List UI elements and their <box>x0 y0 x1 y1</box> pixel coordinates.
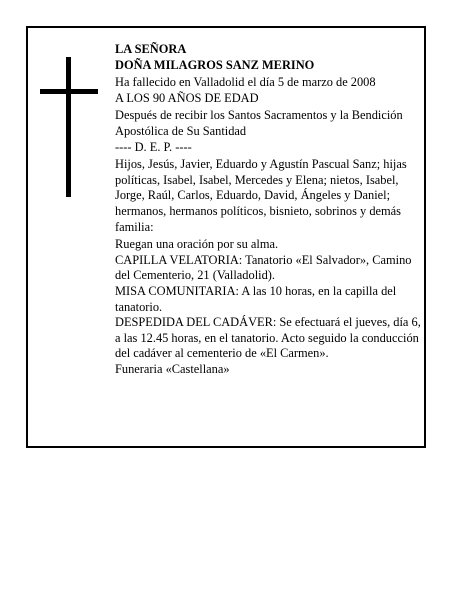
misa-comunitaria: MISA COMUNITARIA: A las 10 horas, en la capilla del tanatorio. <box>115 283 397 314</box>
cross-horizontal-bar <box>40 89 98 94</box>
death-statement: Ha fallecido en Valladolid el día 5 de marzo de 2008 <box>115 75 376 90</box>
cross-vertical-bar <box>66 57 71 197</box>
latin-cross-icon <box>40 57 98 197</box>
dep-line: ---- D. E. P. ---- <box>115 139 192 154</box>
age-statement: A LOS 90 AÑOS DE EDAD <box>115 90 259 105</box>
family-list: Hijos, Jesús, Javier, Eduardo y Agustín Pascual Sanz; hijas políticas, Isabel, Isabel, Mercedes y Elena; nietos, Isabel, Jorge, Raúl, Carlos, Eduardo, David, Ángeles y Daniel; hermanos, hermanos políticos, bisnieto, sobrinos y demás familia: <box>115 157 407 234</box>
deceased-name: DOÑA MILAGROS SANZ MERINO <box>115 57 315 72</box>
sacraments-statement: Después de recibir los Santos Sacramentos y la Bendición Apostólica de Su Santidad <box>115 108 403 138</box>
despedida-cadaver: DESPEDIDA DEL CADÁVER: Se efectuará el jueves, día 6, a las 12.45 horas, en el tanatorio. Acto seguido la conducción del cadáver al cementerio de «El Carmen». <box>115 315 421 361</box>
obituary-notice <box>26 26 426 448</box>
notice-text <box>115 42 421 377</box>
funeraria-name: Funeraria «Castellana» <box>115 361 230 376</box>
notice-title-line1: LA SEÑORA <box>115 42 187 56</box>
prayer-request: Ruegan una oración por su alma. <box>115 237 279 252</box>
capilla-velatoria: CAPILLA VELATORIA: Tanatorio «El Salvador», Camino del Cementerio, 21 (Valladolid). <box>115 252 412 283</box>
